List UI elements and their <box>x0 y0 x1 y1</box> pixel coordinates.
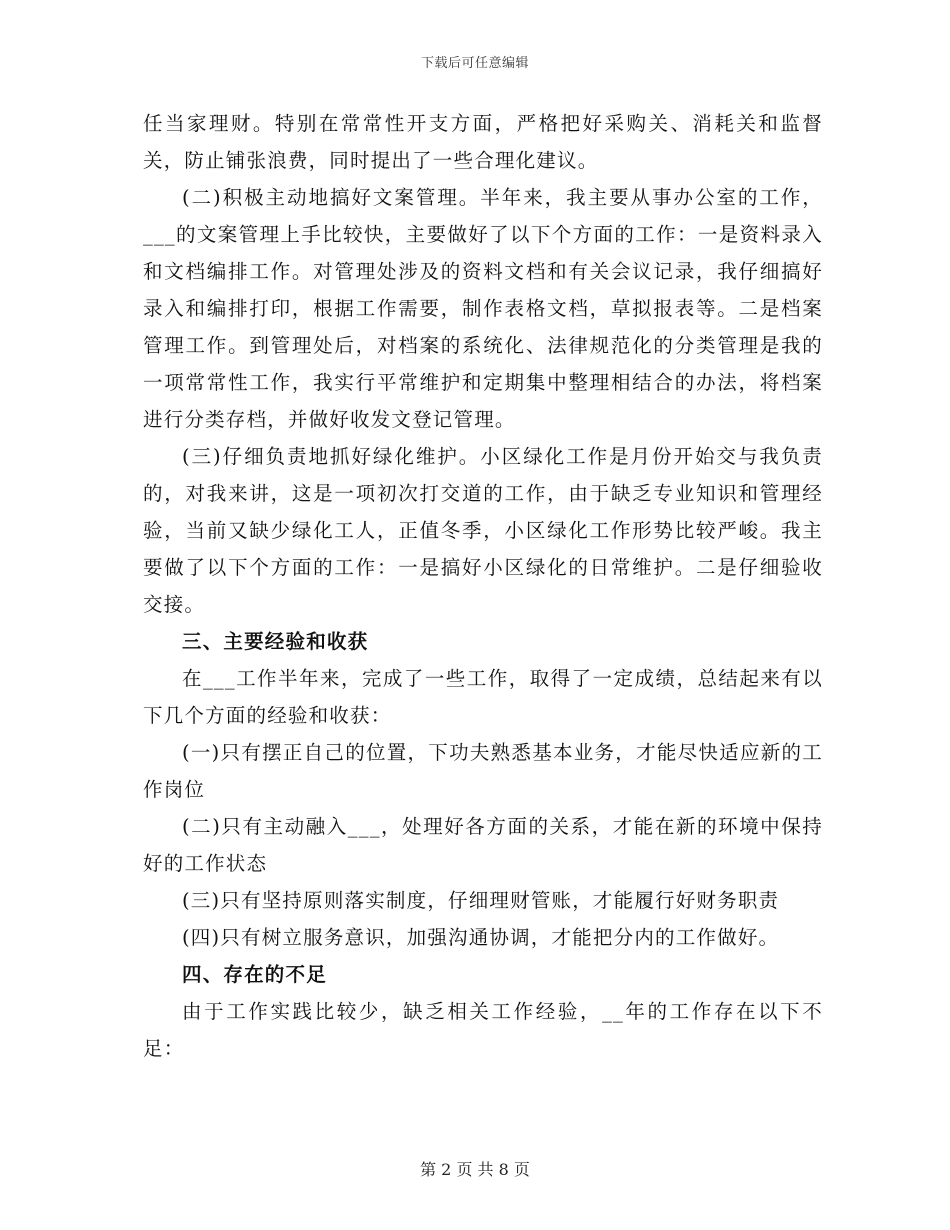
paragraph-2: (二)积极主动地搞好文案管理。半年来，我主要从事办公室的工作，___的文案管理上手比较快，主要做好了以下个方面的工作：一是资料录入和文档编排工作。对管理处涉及的资料文档和有关会议记录，我仔细搞好录入和编排打印，根据工作需要，制作表格文档，草拟报表等。二是档案管理工作。到管理处后，对档案的系统化、法律规范化的分类管理是我的一项常常性工作，我实行平常维护和定期集中整理相结合的办法，将档案进行分类存档，并做好收发文登记管理。 <box>143 186 823 431</box>
paragraph-1: 任当家理财。特别在常常性开支方面，严格把好采购关、消耗关和监督关，防止铺张浪费，同时提出了一些合理化建议。 <box>143 112 823 172</box>
paragraph-4: 在___工作半年来，完成了一些工作，取得了一定成绩，总结起来有以下几个方面的经验和收获： <box>143 667 823 727</box>
paragraph-5: (一)只有摆正自己的位置，下功夫熟悉基本业务，才能尽快适应新的工作岗位 <box>143 741 823 801</box>
paragraph-9: 由于工作实践比较少，缺乏相关工作经验，__年的工作存在以下不足： <box>143 1000 823 1060</box>
paragraph-7: (三)只有坚持原则落实制度，仔细理财管账，才能履行好财务职责 <box>182 889 780 912</box>
section-heading-4: 四、存在的不足 <box>182 963 327 986</box>
header-note: 下载后可任意编辑 <box>420 56 529 71</box>
section-heading-3: 三、主要经验和收获 <box>182 630 369 653</box>
page-number-footer: 第 2 页 共 8 页 <box>420 1160 530 1179</box>
paragraph-8: (四)只有树立服务意识，加强沟通协调，才能把分内的工作做好。 <box>182 926 780 949</box>
paragraph-6: (二)只有主动融入___，处理好各方面的关系，才能在新的环境中保持好的工作状态 <box>143 815 823 875</box>
paragraph-3: (三)仔细负责地抓好绿化维护。小区绿化工作是月份开始交与我负责的，对我来讲，这是一项初次打交道的工作，由于缺乏专业知识和管理经验，当前又缺少绿化工人，正值冬季，小区绿化工作形势比较严峻。我主要做了以下个方面的工作：一是搞好小区绿化的日常维护。二是仔细验收交接。 <box>143 445 823 616</box>
document-body <box>143 105 823 1067</box>
